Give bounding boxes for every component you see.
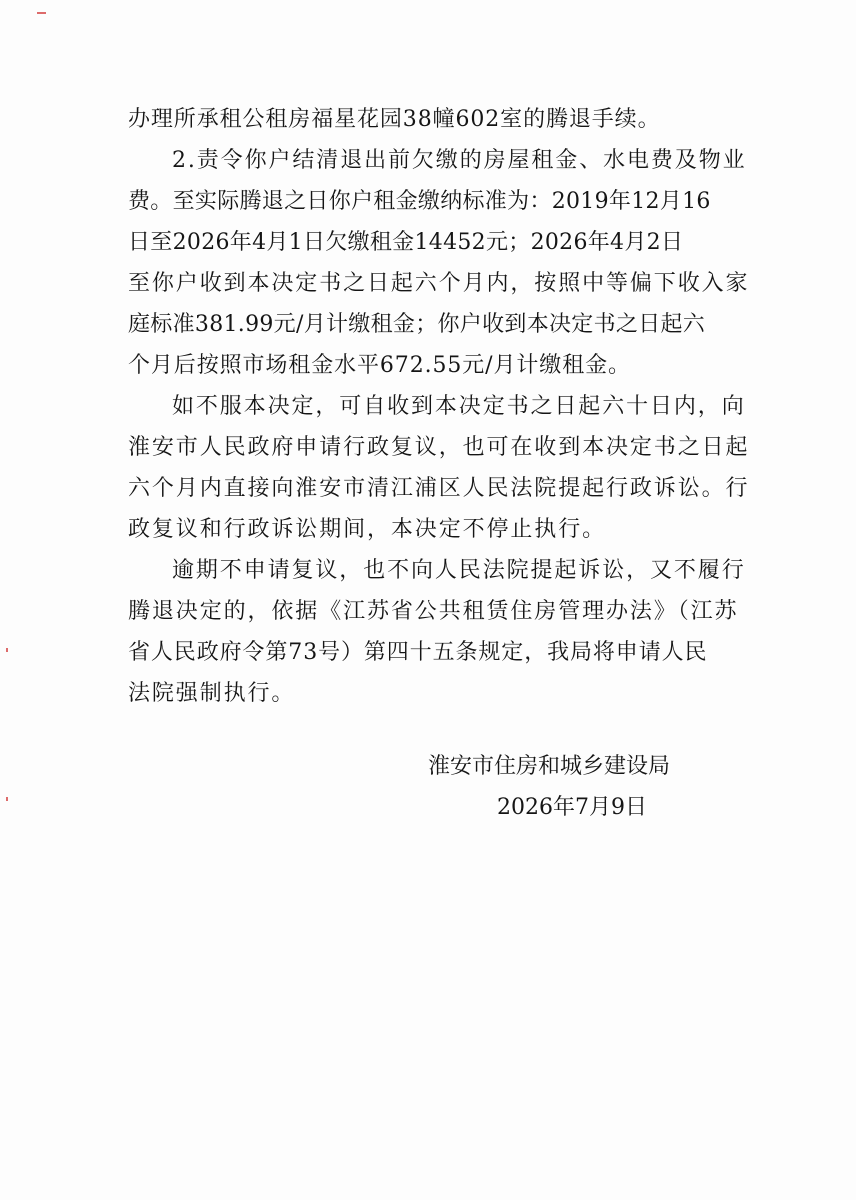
scan-mark — [37, 12, 46, 14]
body-line: 个月后按照市场租金水平672.55元/月计缴租金。 — [128, 353, 631, 378]
scan-mark — [6, 648, 8, 652]
body-line: 政复议和行政诉讼期间，本决定不停止执行。 — [128, 517, 607, 542]
body-line: 庭标准381.99元/月计缴租金；你户收到本决定书之日起六 — [128, 312, 706, 337]
body-line: 办理所承租公租房福星花园38幢602室的腾退手续。 — [128, 107, 661, 132]
body-line: 省人民政府令第73号）第四十五条规定，我局将申请人民 — [128, 640, 708, 665]
body-line: 费。至实际腾退之日你户租金缴纳标准为：2019年12月16 — [128, 189, 711, 214]
body-line: 腾退决定的，依据《江苏省公共租赁住房管理办法》（江苏 — [128, 599, 739, 624]
body-line: 日至2026年4月1日欠缴租金14452元；2026年4月2日 — [128, 230, 684, 255]
body-line: 逾期不申请复议，也不向人民法院提起诉讼，又不履行 — [172, 558, 746, 583]
body-line: 2.责令你户结清退出前欠缴的房屋租金、水电费及物业 — [172, 148, 747, 173]
issue-date: 2026年7月9日 — [497, 795, 647, 820]
body-line: 至你户收到本决定书之日起六个月内，按照中等偏下收入家 — [128, 271, 750, 296]
body-line: 淮安市人民政府申请行政复议，也可在收到本决定书之日起 — [128, 435, 750, 460]
issuing-authority: 淮安市住房和城乡建设局 — [428, 754, 671, 779]
body-line: 六个月内直接向淮安市清江浦区人民法院提起行政诉讼。行 — [128, 476, 750, 501]
body-line: 法院强制执行。 — [128, 681, 296, 706]
scan-mark — [6, 797, 8, 801]
body-line: 如不服本决定，可自收到本决定书之日起六十日内，向 — [172, 394, 746, 419]
